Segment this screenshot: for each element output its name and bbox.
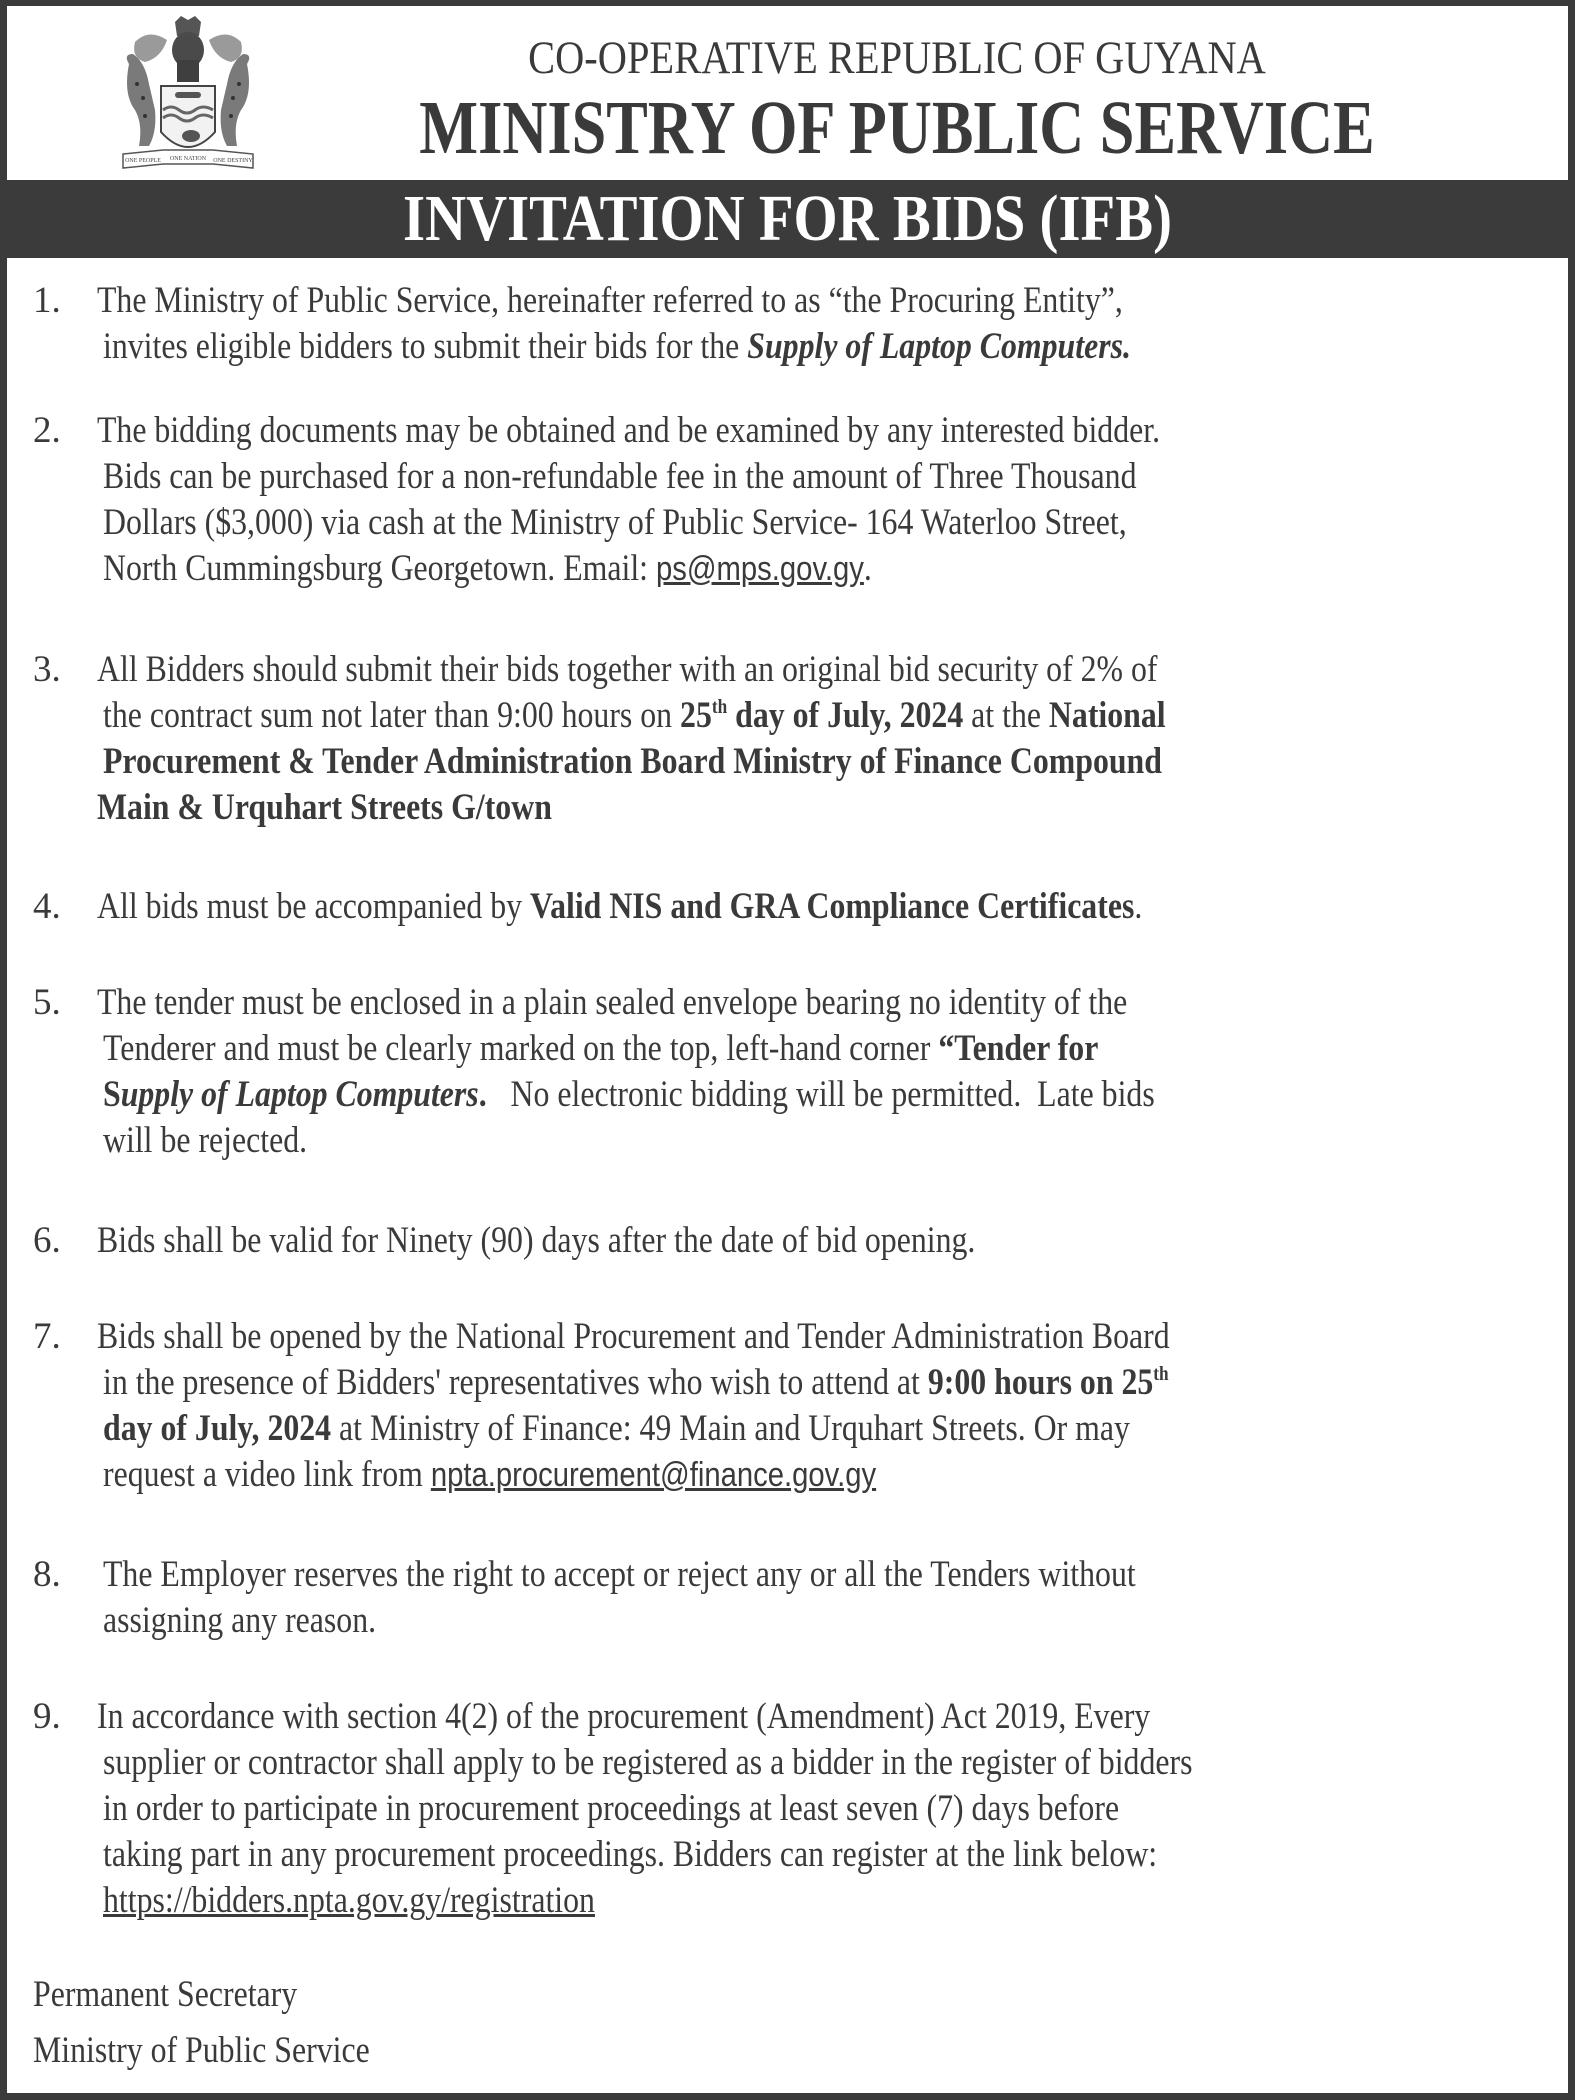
item-text-line: assigning any reason. bbox=[103, 1600, 377, 1641]
item-number: 8. bbox=[33, 1554, 61, 1595]
item-number: 7. bbox=[33, 1316, 61, 1357]
item-text-line: will be rejected. bbox=[103, 1120, 308, 1161]
item-text-line: in order to participate in procurement proceedings at least seven (7) days before bbox=[103, 1788, 1120, 1829]
item-text-line: Bids shall be opened by the National Procurement and Tender Administration Board bbox=[97, 1316, 1170, 1357]
item-text-line: Tenderer and must be clearly marked on the top, left-hand corner “Tender for bbox=[103, 1028, 1099, 1069]
svg-text:ONE NATION: ONE NATION bbox=[169, 156, 207, 162]
registration-link[interactable]: https://bidders.npta.gov.gy/registration bbox=[103, 1880, 595, 1921]
item-text-line: in the presence of Bidders' representatives who wish to attend at 9:00 hours on 25th bbox=[103, 1362, 1169, 1403]
svg-text:ONE PEOPLE: ONE PEOPLE bbox=[125, 158, 161, 164]
item-text-line: the contract sum not later than 9:00 hours on 25th day of July, 2024 at the National bbox=[103, 695, 1166, 736]
item-text-line: Procurement & Tender Administration Board Ministry of Finance Compound bbox=[103, 741, 1162, 782]
item-text-line: All Bidders should submit their bids together with an original bid security of 2% of bbox=[97, 649, 1158, 690]
item-text-line: In accordance with section 4(2) of the procurement (Amendment) Act 2019, Every bbox=[97, 1696, 1151, 1737]
country-name: CO-OPERATIVE REPUBLIC OF GUYANA bbox=[528, 32, 1266, 84]
item-text-line: The tender must be enclosed in a plain sealed envelope bearing no identity of the bbox=[97, 982, 1128, 1023]
svg-text:ONE DESTINY: ONE DESTINY bbox=[213, 158, 253, 164]
item-text-line: The Ministry of Public Service, hereinafter referred to as “the Procuring Entity”, bbox=[97, 280, 1123, 321]
item-text-line: All bids must be accompanied by Valid NIS and GRA Compliance Certificates. bbox=[97, 886, 1143, 927]
item-number: 9. bbox=[33, 1696, 61, 1737]
header bbox=[7, 6, 1568, 180]
emphasis-text: Supply of Laptop Computers. bbox=[747, 326, 1131, 367]
item-text-line: request a video link from npta.procurement@finance.gov.gy bbox=[103, 1454, 877, 1495]
item-text-line: day of July, 2024 at Ministry of Finance: 49 Main and Urquhart Streets. Or may bbox=[103, 1408, 1130, 1449]
item-number: 1. bbox=[33, 280, 61, 321]
signature-organization: Ministry of Public Service bbox=[33, 2030, 370, 2071]
item-text-line: Bids shall be valid for Ninety (90) days after the date of bid opening. bbox=[97, 1220, 976, 1261]
email-link[interactable]: ps@mps.gov.gy bbox=[655, 550, 864, 588]
signature-title: Permanent Secretary bbox=[33, 1974, 298, 2015]
item-text-line: Bids can be purchased for a non-refundable fee in the amount of Three Thousand bbox=[103, 456, 1137, 497]
coat-of-arms-icon bbox=[105, 14, 271, 174]
item-text-line: supplier or contractor shall apply to be registered as a bidder in the register of bidders bbox=[103, 1742, 1193, 1783]
page-title: INVITATION FOR BIDS (IFB) bbox=[402, 182, 1172, 255]
item-text-line: Main & Urquhart Streets G/town bbox=[97, 787, 552, 828]
item-text-line: Supply of Laptop Computers. No electronic bidding will be permitted. Late bids bbox=[103, 1074, 1155, 1115]
email-link[interactable]: npta.procurement@finance.gov.gy bbox=[430, 1456, 877, 1494]
item-number: 6. bbox=[33, 1220, 61, 1261]
item-number: 5. bbox=[33, 982, 61, 1023]
item-text-line: The bidding documents may be obtained and be examined by any interested bidder. bbox=[97, 410, 1161, 451]
item-number: 4. bbox=[33, 886, 61, 927]
item-text-line: taking part in any procurement proceedings. Bidders can register at the link below: bbox=[103, 1834, 1158, 1875]
title-band bbox=[7, 180, 1568, 258]
item-text-line: invites eligible bidders to submit their bids for the Supply of Laptop Computers. bbox=[103, 326, 1131, 367]
ministry-name: MINISTRY OF PUBLIC SERVICE bbox=[419, 86, 1375, 170]
item-text-line: North Cummingsburg Georgetown. Email: ps@mps.gov.gy. bbox=[103, 548, 872, 589]
item-number: 3. bbox=[33, 649, 61, 690]
item-number: 2. bbox=[33, 410, 61, 451]
item-text-line: Dollars ($3,000) via cash at the Ministry of Public Service- 164 Waterloo Street, bbox=[103, 502, 1127, 543]
notice-page bbox=[7, 6, 1568, 2093]
item-text-line: The Employer reserves the right to accept or reject any or all the Tenders without bbox=[103, 1554, 1136, 1595]
